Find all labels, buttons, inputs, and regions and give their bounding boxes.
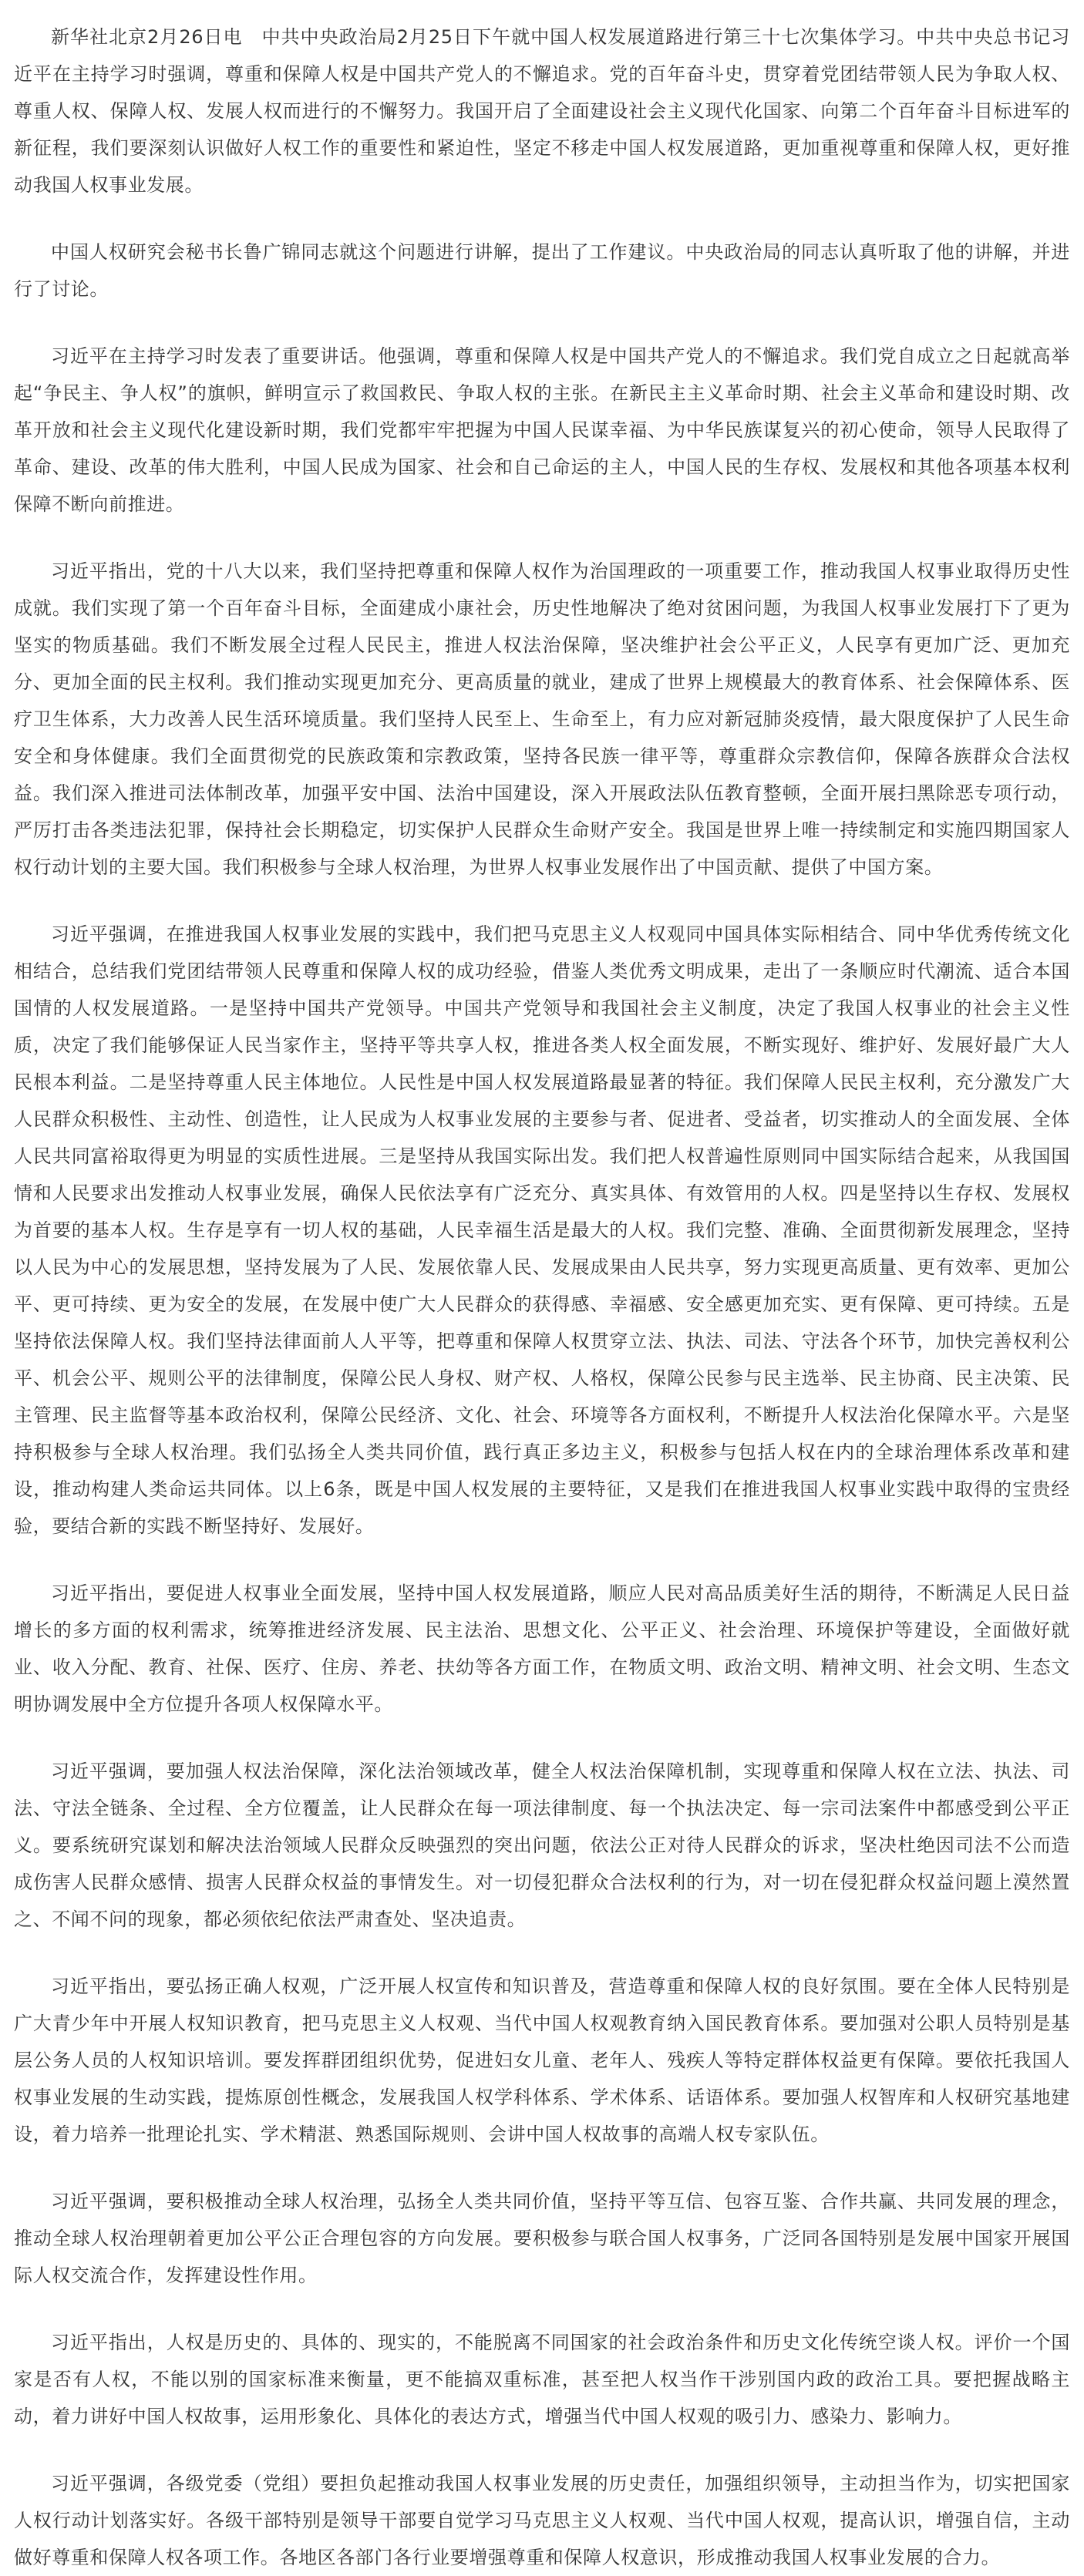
paragraph: 习近平强调，在推进我国人权事业发展的实践中，我们把马克思主义人权观同中国具体实际相结合、同中华优秀传统文化相结合，总结我们党团结带领人民尊重和保障人权的成功经验，借鉴人类优秀文明成果，走出了一条顺应时代潮流、适合本国国情的人权发展道路。一是坚持中国共产党领导。中国共产党领导和我国社会主义制度，决定了我国人权事业的社会主义性质，决定了我们能够保证人民当家作主，坚持平等共享人权，推进各类人权全面发展，不断实现好、维护好、发展好最广大人民根本利益。二是坚持尊重人民主体地位。人民性是中国人权发展道路最显著的特征。我们保障人民民主权利，充分激发广大人民群众积极性、主动性、创造性，让人民成为人权事业发展的主要参与者、促进者、受益者，切实推动人的全面发展、全体人民共同富裕取得更为明显的实质性进展。三是坚持从我国实际出发。我们把人权普遍性原则同中国实际结合起来，从我国国情和人民要求出发推动人权事业发展，确保人民依法享有广泛充分、真实具体、有效管用的人权。四是坚持以生存权、发展权为首要的基本人权。生存是享有一切人权的基础，人民幸福生活是最大的人权。我们完整、准确、全面贯彻新发展理念，坚持以人民为中心的发展思想，坚持发展为了人民、发展依靠人民、发展成果由人民共享，努力实现更高质量、更有效率、更加公平、更可持续、更为安全的发展，在发展中使广大人民群众的获得感、幸福感、安全感更加充实、更有保障、更可持续。五是坚持依法保障人权。我们坚持法律面前人人平等，把尊重和保障人权贯穿立法、执法、司法、守法各个环节，加快完善权利公平、机会公平、规则公平的法律制度，保障公民人身权、财产权、人格权，保障公民参与民主选举、民主协商、民主决策、民主管理、民主监督等基本政治权利，保障公民经济、文化、社会、环境等各方面权利，不断提升人权法治化保障水平。六是坚持积极参与全球人权治理。我们弘扬全人类共同价值，践行真正多边主义，积极参与包括人权在内的全球治理体系改革和建设，推动构建人类命运共同体。以上6条，既是中国人权发展的主要特征，又是我们在推进我国人权事业实践中取得的宝贵经验，要结合新的实践不断坚持好、发展好。 (14, 923, 1070, 1537)
paragraph: 习近平在主持学习时发表了重要讲话。他强调，尊重和保障人权是中国共产党人的不懈追求。我们党自成立之日起就高举起“争民主、争人权”的旗帜，鲜明宣示了救国救民、争取人权的主张。在新民主主义革命时期、社会主义革命和建设时期、改革开放和社会主义现代化建设新时期，我们党都牢牢把握为中国人民谋幸福、为中华民族谋复兴的初心使命，领导人民取得了革命、建设、改革的伟大胜利，中国人民成为国家、社会和自己命运的主人，中国人民的生存权、发展权和其他各项基本权利保障不断向前推进。 (14, 345, 1070, 515)
paragraph: 习近平指出，人权是历史的、具体的、现实的，不能脱离不同国家的社会政治条件和历史文化传统空谈人权。评价一个国家是否有人权，不能以别的国家标准来衡量，更不能搞双重标准，甚至把人权当作干涉别国内政的政治工具。要把握战略主动，着力讲好中国人权故事，运用形象化、具体化的表达方式，增强当代中国人权观的吸引力、感染力、影响力。 (14, 2332, 1070, 2427)
paragraph: 习近平强调，要加强人权法治保障，深化法治领域改革，健全人权法治保障机制，实现尊重和保障人权在立法、执法、司法、守法全链条、全过程、全方位覆盖，让人民群众在每一项法律制度、每一个执法决定、每一宗司法案件中都感受到公平正义。要系统研究谋划和解决法治领域人民群众反映强烈的突出问题，依法公正对待人民群众的诉求，坚决杜绝因司法不公而造成伤害人民群众感情、损害人民群众权益的事情发生。对一切侵犯群众合法权利的行为，对一切在侵犯群众权益问题上漠然置之、不闻不问的现象，都必须依纪依法严肃查处、坚决追责。 (14, 1760, 1070, 1930)
paragraph-lead: 新华社北京2月26日电 中共中央政治局2月25日下午就中国人权发展道路进行第三十七次集体学习。中共中央总书记习近平在主持学习时强调，尊重和保障人权是中国共产党人的不懈追求。党的百年奋斗史，贯穿着党团结带领人民为争取人权、尊重人权、保障人权、发展人权而进行的不懈努力。我国开启了全面建设社会主义现代化国家、向第二个百年奋斗目标进军的新征程，我们要深刻认识做好人权工作的重要性和紧迫性，坚定不移走中国人权发展道路，更加重视尊重和保障人权，更好推动我国人权事业发展。 (14, 26, 1070, 196)
paragraph: 习近平指出，要弘扬正确人权观，广泛开展人权宣传和知识普及，营造尊重和保障人权的良好氛围。要在全体人民特别是广大青少年中开展人权知识教育，把马克思主义人权观、当代中国人权观教育纳入国民教育体系。要加强对公职人员特别是基层公务人员的人权知识培训。要发挥群团组织优势，促进妇女儿童、老年人、残疾人等特定群体权益更有保障。要依托我国人权事业发展的生动实践，提炼原创性概念，发展我国人权学科体系、学术体系、话语体系。要加强人权智库和人权研究基地建设，着力培养一批理论扎实、学术精湛、熟悉国际规则、会讲中国人权故事的高端人权专家队伍。 (14, 1976, 1070, 2145)
paragraph: 习近平指出，党的十八大以来，我们坚持把尊重和保障人权作为治国理政的一项重要工作，推动我国人权事业取得历史性成就。我们实现了第一个百年奋斗目标，全面建成小康社会，历史性地解决了绝对贫困问题，为我国人权事业发展打下了更为坚实的物质基础。我们不断发展全过程人民民主，推进人权法治保障，坚决维护社会公平正义，人民享有更加广泛、更加充分、更加全面的民主权利。我们推动实现更加充分、更高质量的就业，建成了世界上规模最大的教育体系、社会保障体系、医疗卫生体系，大力改善人民生活环境质量。我们坚持人民至上、生命至上，有力应对新冠肺炎疫情，最大限度保护了人民生命安全和身体健康。我们全面贯彻党的民族政策和宗教政策，坚持各民族一律平等，尊重群众宗教信仰，保障各族群众合法权益。我们深入推进司法体制改革，加强平安中国、法治中国建设，深入开展政法队伍教育整顿，全面开展扫黑除恶专项行动，严厉打击各类违法犯罪，保持社会长期稳定，切实保护人民群众生命财产安全。我国是世界上唯一持续制定和实施四期国家人权行动计划的主要大国。我们积极参与全球人权治理，为世界人权事业发展作出了中国贡献、提供了中国方案。 (14, 560, 1070, 878)
paragraph: 习近平指出，要促进人权事业全面发展，坚持中国人权发展道路，顺应人民对高品质美好生活的期待，不断满足人民日益增长的多方面的权利需求，统筹推进经济发展、民主法治、思想文化、公平正义、社会治理、环境保护等建设，全面做好就业、收入分配、教育、社保、医疗、住房、养老、扶幼等各方面工作，在物质文明、政治文明、精神文明、社会文明、生态文明协调发展中全方位提升各项人权保障水平。 (14, 1582, 1070, 1715)
paragraph: 习近平强调，各级党委（党组）要担负起推动我国人权事业发展的历史责任，加强组织领导，主动担当作为，切实把国家人权行动计划落实好。各级干部特别是领导干部要自觉学习马克思主义人权观、当代中国人权观，提高认识，增强自信，主动做好尊重和保障人权各项工作。各地区各部门各行业要增强尊重和保障人权意识，形成推动我国人权事业发展的合力。 (14, 2473, 1070, 2568)
paragraph: 习近平强调，要积极推动全球人权治理，弘扬全人类共同价值，坚持平等互信、包容互鉴、合作共赢、共同发展的理念，推动全球人权治理朝着更加公平公正合理包容的方向发展。要积极参与联合国人权事务，广泛同各国特别是发展中国家开展国际人权交流合作，发挥建设性作用。 (14, 2191, 1070, 2286)
paragraph: 中国人权研究会秘书长鲁广锦同志就这个问题进行讲解，提出了工作建议。中央政治局的同志认真听取了他的讲解，并进行了讨论。 (14, 241, 1070, 300)
